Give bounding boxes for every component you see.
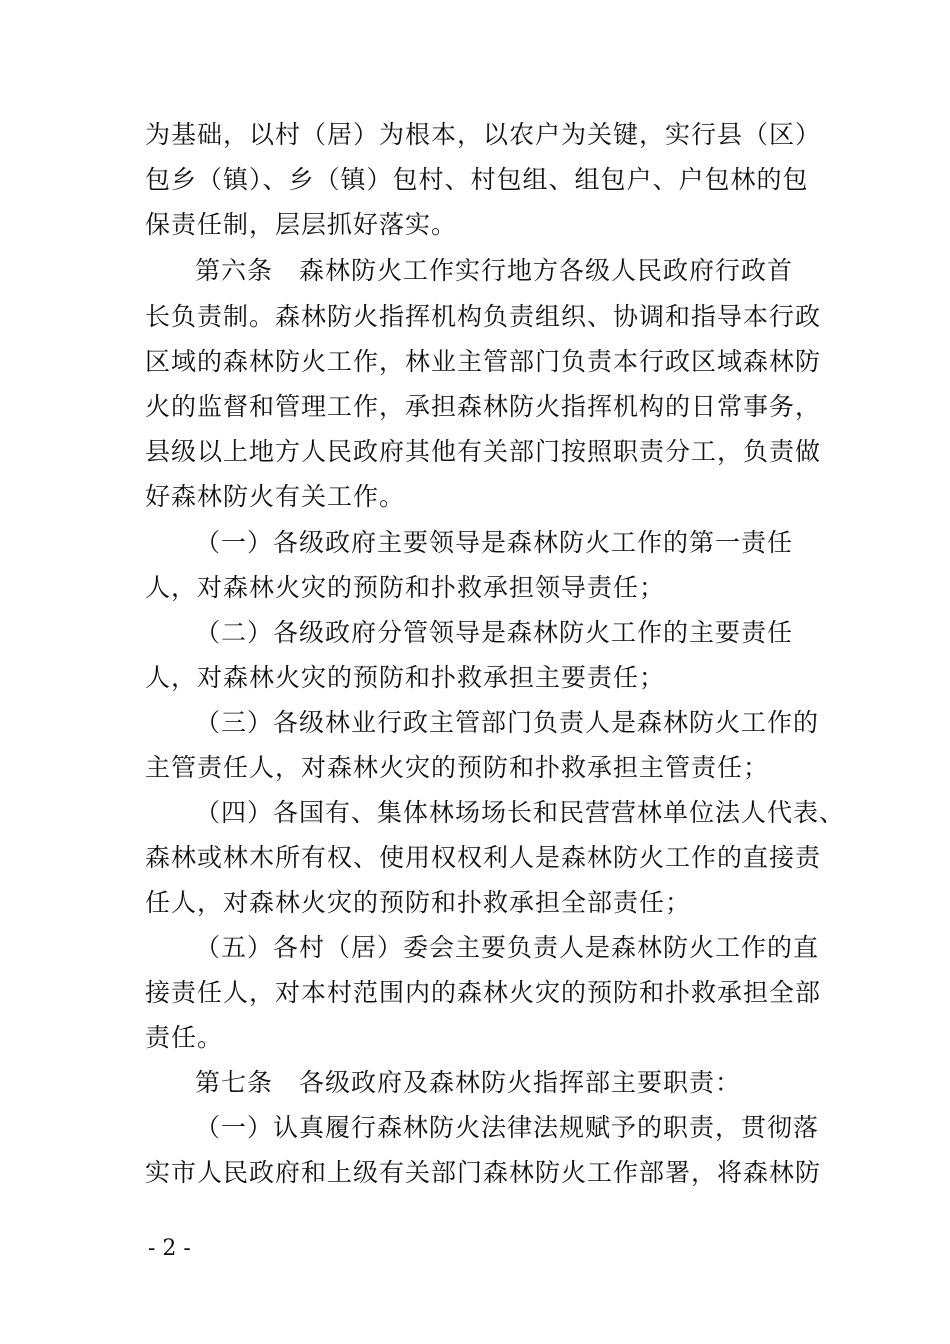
text-line: 任人，对森林火灾的预防和扑救承担全部责任； [145,888,692,917]
text-line: 县级以上地方人民政府其他有关部门按照职责分工，负责做 [145,437,822,466]
text-line: 人，对森林火灾的预防和扑救承担主要责任； [145,663,666,692]
text-line: （四）各国有、集体林场场长和民营营林单位法人代表、 [195,798,846,827]
text-line: 保责任制，层层抓好落实。 [145,210,458,239]
text-line: 火的监督和管理工作，承担森林防火指挥机构的日常事务， [145,392,822,421]
text-line: 长负责制。森林防火指挥机构负责组织、协调和指导本行政 [145,302,822,331]
text-line: 好森林防火有关工作。 [145,482,406,511]
text-line: 实市人民政府和上级有关部门森林防火工作部署，将森林防 [145,1158,822,1187]
text-line: 包乡（镇）、乡（镇）包村、村包组、组包户、户包林的包 [145,165,809,194]
text-line: （五）各村（居）委会主要负责人是森林防火工作的直 [195,933,820,962]
page-number: - 2 - [148,1236,191,1261]
text-line: （一）各级政府主要领导是森林防火工作的第一责任 [195,528,794,557]
text-line: （二）各级政府分管领导是森林防火工作的主要责任 [195,618,794,647]
text-line: 区域的森林防火工作，林业主管部门负责本行政区域森林防 [145,347,822,376]
text-line: 人，对森林火灾的预防和扑救承担领导责任； [145,573,666,602]
text-line: 第七条 各级政府及森林防火指挥部主要职责： [195,1068,742,1097]
text-line: 责任。 [145,1023,224,1052]
text-line: 主管责任人，对森林火灾的预防和扑救承担主管责任； [145,753,770,782]
text-line: 为基础，以村（居）为根本，以农户为关键，实行县（区） [145,120,822,149]
text-line: 接责任人，对本村范围内的森林火灾的预防和扑救承担全部 [145,978,822,1007]
text-line: （三）各级林业行政主管部门负责人是森林防火工作的 [195,708,820,737]
text-line: 森林或林木所有权、使用权权利人是森林防火工作的直接责 [145,843,822,872]
text-line: 第六条 森林防火工作实行地方各级人民政府行政首 [195,256,794,285]
text-line: （一）认真履行森林防火法律法规赋予的职责，贯彻落 [195,1113,820,1142]
